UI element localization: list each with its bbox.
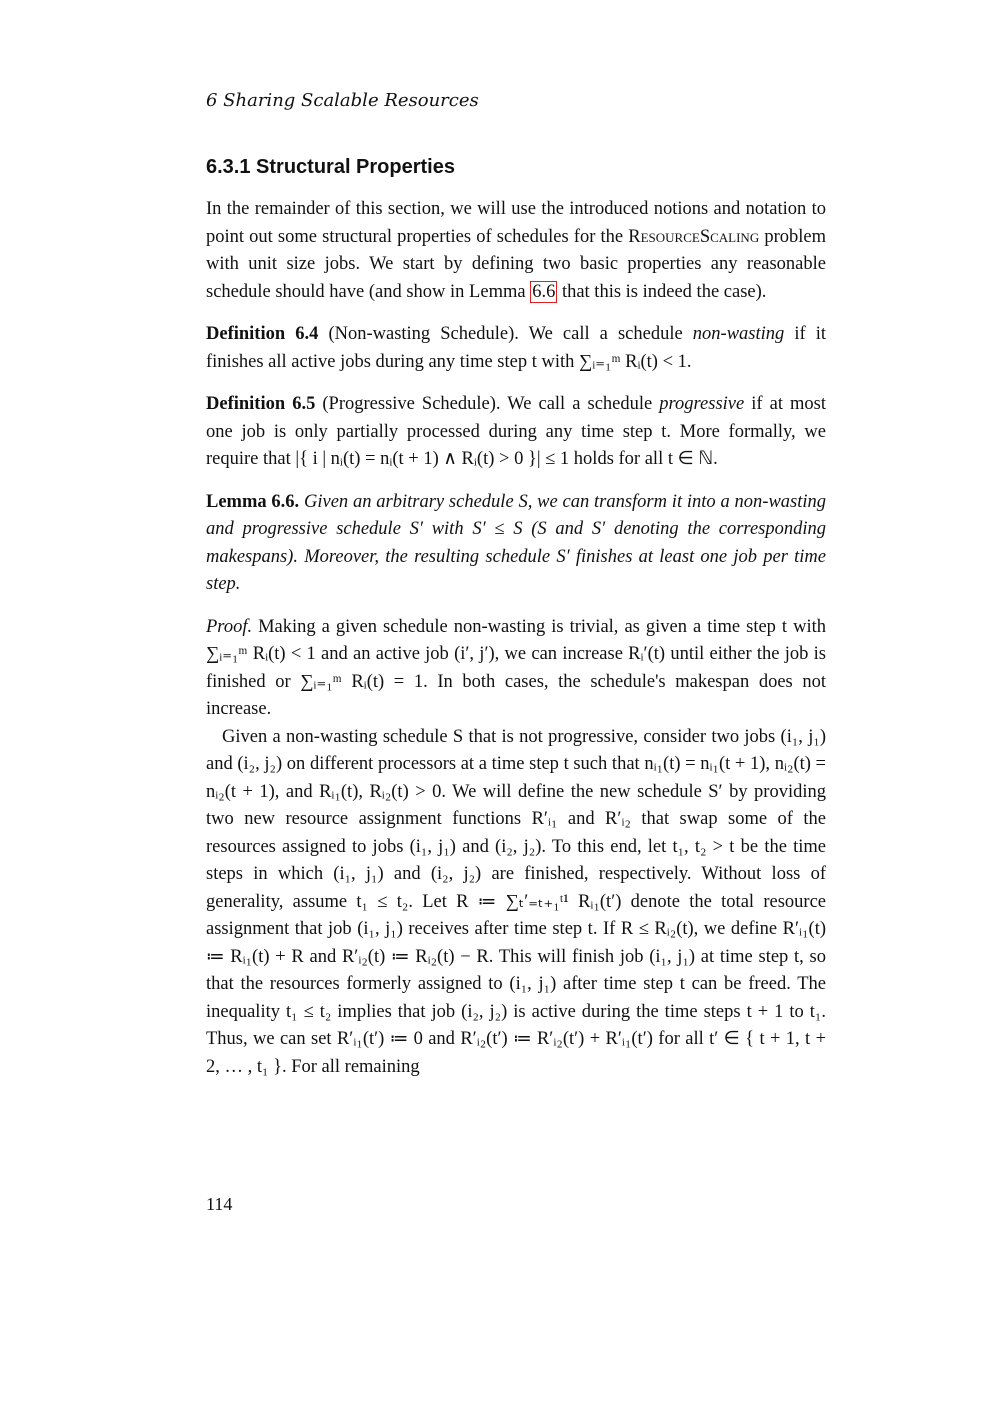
definition-text: if it finishes all active jobs during any time step t with ∑ᵢ₌₁ᵐ Rᵢ(t) < 1.: [206, 324, 827, 372]
body-text: [206, 196, 826, 1096]
intro-text-2: problem with unit size jobs. We start by defining two basic properties any reasonable schedule should have (and show in Lemma: [206, 226, 827, 302]
lemma-label: Lemma 6.6.: [206, 491, 300, 512]
proof-label: Proof.: [206, 616, 253, 637]
definition-text: We call a schedule: [518, 324, 693, 344]
proof-paragraph: [206, 614, 826, 724]
lemma-reference-link[interactable]: 6.6: [532, 281, 556, 302]
intro-text-1: In the remainder of this section, we will use the introduced notions and notation to point out some structural properties of schedules for the: [206, 199, 826, 247]
definition-name: (Progressive Schedule).: [322, 394, 501, 414]
definition-text: We call a schedule: [500, 394, 660, 414]
proof-paragraph-2: Given a non-wasting schedule S that is not progressive, consider two jobs (i₁, j₁) and (i₂, j₂) on different processors at a time step t such that nᵢ₁(t) = nᵢ₁(t + 1), nᵢ₂(t) = nᵢ₂(t + 1), and Rᵢ₁(t), Rᵢ₂(t) > 0. We will define the new schedule S′ by providing two new resource assignment functions R′ᵢ₁ and R′ᵢ₂ that swap some of the resources assigned to jobs (i₁, j₁) and (i₂, j₂). To this end, let t₁, t₂ > t be the time steps in which (i₁, j₁) and (i₂, j₂) are finished, respectively. Without loss of generality, assume t₁ ≤ t₂. Let R ≔ ∑ₜ′₌ₜ₊₁ᵗ¹ Rᵢ₁(t′) denote the total resource assignment that job (i₁, j₁) receives after time step t. If R ≤ Rᵢ₂(t), we define R′ᵢ₁(t) ≔ Rᵢ₁(t) + R and R′ᵢ₂(t) ≔ Rᵢ₂(t) − R. This will finish job (i₁, j₁) at time step t, so that the resources formerly assigned to (i₁, j₁) after time step t can be freed. The inequality t₁ ≤ t₂ implies that job (i₂, j₂) is active during the time steps t + 1 to t₁. Thus, we can set R′ᵢ₁(t′) ≔ 0 and R′ᵢ₂(t′) ≔ R′ᵢ₂(t′) + R′ᵢ₁(t′) for all t′ ∈ { t + 1, t + 2, … , t₁ }. For all remaining: [206, 726, 826, 1077]
lemma-statement: Given an arbitrary schedule S, we can transform it into a non-wasting and progressive schedule S′ with S′ ≤ S (S and S′ denoting the corresponding makespans). Moreover, the resulting schedule S′ finishes at least one job per time step.: [206, 491, 827, 594]
definition-text: if at most one job is only partially processed during any time step t. More formally, we require that |{ i | nᵢ(t) = nᵢ(t + 1) ∧ Rᵢ(t) > 0 }| ≤ 1 holds for all t ∈ ℕ.: [206, 394, 827, 469]
definition-name: (Non-wasting Schedule).: [328, 324, 519, 344]
lemma-6-6: [206, 489, 826, 599]
intro-text-3: that this is indeed the case).: [557, 281, 767, 302]
definition-6-5: [206, 391, 826, 474]
page-number: 114: [206, 1194, 233, 1214]
definition-term: non-wasting: [692, 324, 785, 344]
definition-6-4: [206, 321, 826, 376]
section-heading: 6.3.1 Structural Properties: [206, 156, 455, 178]
running-head: 6 Sharing Scalable Resources: [206, 90, 479, 111]
problem-name: ResourceScaling: [628, 226, 760, 247]
definition-label: Definition 6.4: [206, 324, 319, 344]
definition-label: Definition 6.5: [206, 394, 316, 414]
definition-term: progressive: [659, 394, 745, 414]
intro-paragraph: [206, 196, 826, 306]
proof-text: Making a given schedule non-wasting is trivial, as given a time step t with ∑ᵢ₌₁ᵐ Rᵢ(t) < 1 and an active job (i′, j′), we can increase Rᵢ′(t) until either the job is finished or ∑ᵢ₌₁ᵐ Rᵢ(t) = 1. In both cases, the schedule's makespan does not increase.: [206, 616, 826, 719]
